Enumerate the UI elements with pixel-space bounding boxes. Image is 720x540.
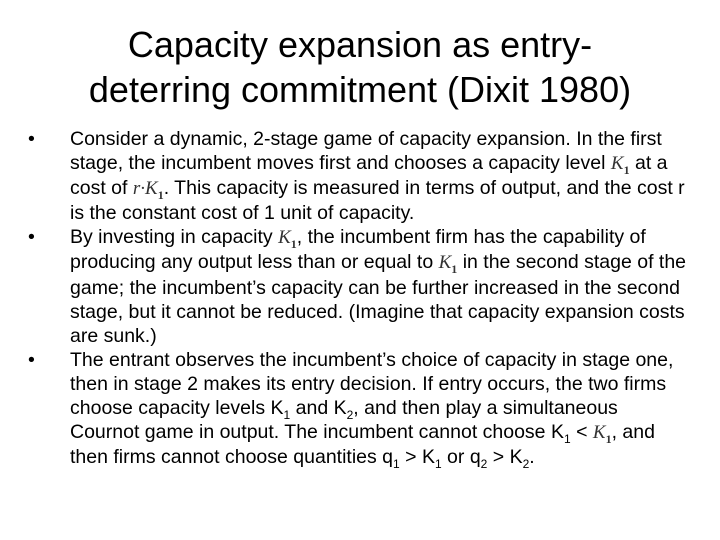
title-line-1: Capacity expansion as entry-: [127, 24, 593, 65]
bullet-item: [28, 225, 690, 347]
bullet-text: By investing in capacity: [70, 226, 279, 249]
bullet-dot: •: [28, 348, 35, 371]
slide-title: [20, 22, 700, 112]
bullet-dot: •: [28, 226, 35, 249]
capacity-symbol: $K_1$: [438, 252, 458, 277]
bullet-text: at a cost of: [70, 152, 668, 200]
bullet-text: The entrant observes the incumbent’s choice of capacity in stage one, then in stage 2 makes its entry decision. If entry occurs, the two firms choose capacity levels K: [70, 348, 674, 420]
bullet-text: , the incumbent firm has the capability of producing any output less than or equal to: [70, 226, 646, 274]
bullet-text: . This capacity is measured in terms of output, and the cost r is the constant cost of 1 unit of capacity.: [70, 177, 685, 225]
capacity-symbol: $K_1$: [278, 227, 297, 252]
capacity-symbol: $K_1$: [592, 422, 612, 446]
title-line-2: deterring commitment (Dixit 1980): [88, 69, 632, 110]
bullet-text: in the second stage of the game; the incumbent’s capacity can be further increased in the second stage, but it cannot be reduced. (Imagine that capacity expansion costs are sunk.): [70, 251, 687, 347]
bullet-dot: •: [28, 128, 35, 150]
capacity-symbol: $K_1$: [610, 153, 630, 177]
bullet-text: Consider a dynamic, 2-stage game of capacity expansion. In the first stage, the incumbent moves first and chooses a capacity level: [70, 128, 662, 175]
bullet-item: • The entrant observes the incumbent’s choice of capacity in stage one, then in stage 2 makes its entry decision. If entry occurs, the two firms choose capacity levels $K_1$ and $K_2$, and then play a simultaneous Cournot game in output. The incumbent cannot choose $K_1 < K_1$, and then firms cannot choose quantities $q_1 > K_1$ or $q_2 > K_2$.: [28, 348, 674, 472]
cost-symbol: $r\cdot K_1$: [132, 178, 164, 202]
bullet-list: [28, 127, 690, 472]
bullet-item: [28, 127, 690, 225]
